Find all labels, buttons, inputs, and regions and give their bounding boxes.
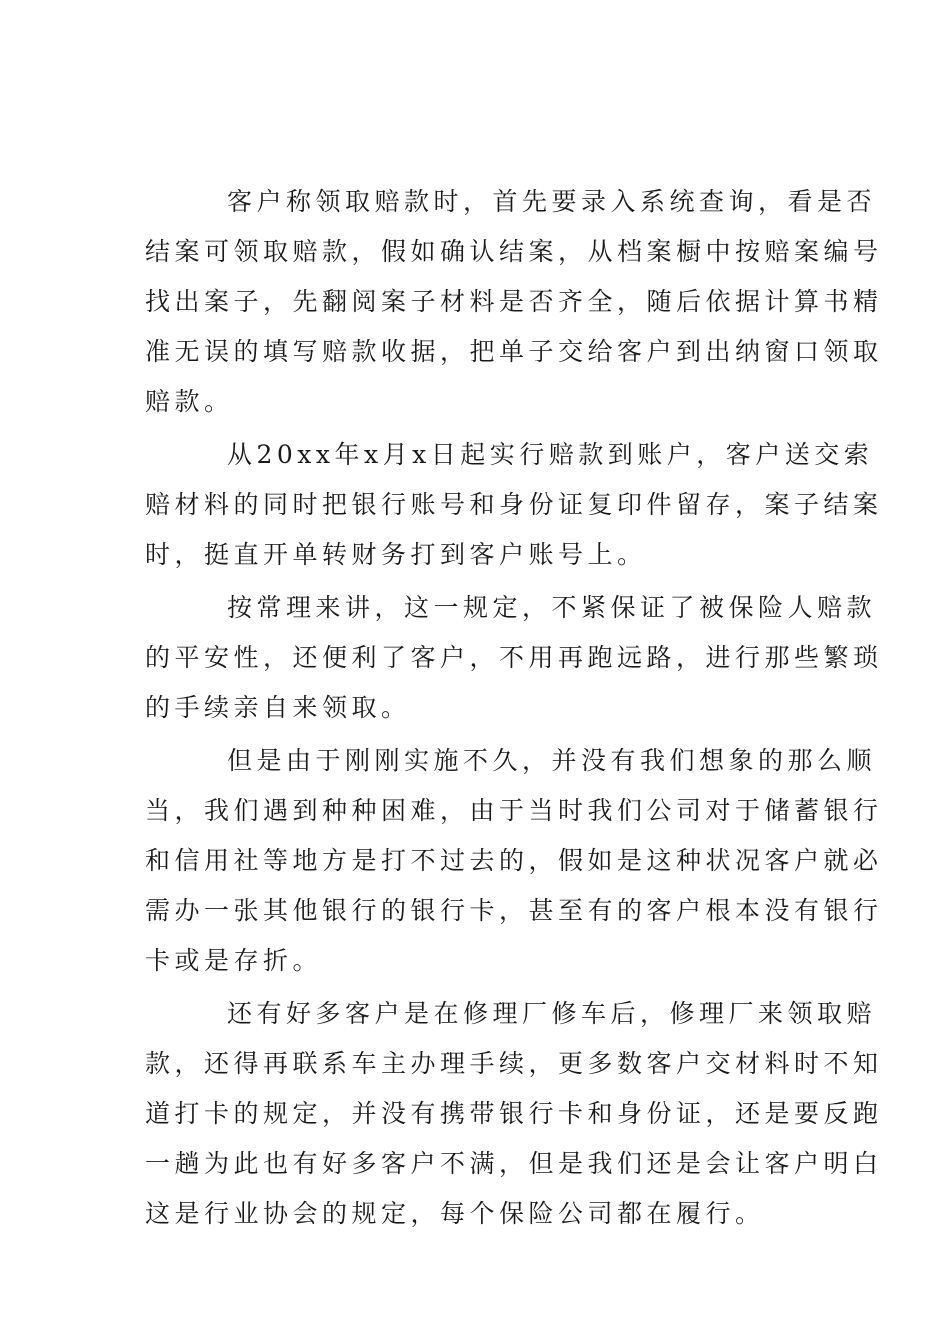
paragraph-3 (145, 583, 883, 733)
paragraph-line: 道打卡的规定，并没有携带银行卡和身份证，还是要反跑 (145, 1099, 883, 1128)
paragraph-line: 和信用社等地方是打不过去的，假如是这种状况客户就必 (145, 846, 883, 875)
paragraph-1 (145, 177, 883, 427)
paragraph-line: 但是由于刚刚实施不久，并没有我们想象的那么顺 (227, 746, 877, 775)
paragraph-line: 赔材料的同时把银行账号和身份证复印件留存，案子结案 (145, 490, 883, 519)
paragraph-line: 准无误的填写赔款收据，把单子交给客户到出纳窗口领取 (145, 337, 883, 366)
paragraph-line: 需办一张其他银行的银行卡，甚至有的客户根本没有银行 (145, 896, 883, 925)
paragraph-line: 这是行业协会的规定，每个保险公司都在履行。 (145, 1199, 765, 1228)
paragraph-line: 时，挺直开单转财务打到客户账号上。 (145, 540, 647, 569)
paragraph-line: 当，我们遇到种种困难，由于当时我们公司对于储蓄银行 (145, 796, 883, 825)
paragraph-4 (145, 736, 883, 986)
paragraph-line: 按常理来讲，这一规定，不紧保证了被保险人赔款 (227, 593, 877, 622)
paragraph-line: 卡或是存折。 (145, 946, 323, 975)
paragraph-line: 的平安性，还便利了客户，不用再跑远路，进行那些繁琐 (145, 643, 883, 672)
paragraph-line: 结案可领取赔款，假如确认结案，从档案橱中按赔案编号 (145, 237, 883, 266)
paragraph-line: 还有好多客户是在修理厂修车后，修理厂来领取赔 (227, 999, 877, 1028)
paragraph-line: 找出案子，先翻阅案子材料是否齐全，随后依据计算书精 (145, 287, 883, 316)
paragraph-line: 款，还得再联系车主办理手续，更多数客户交材料时不知 (145, 1049, 883, 1078)
paragraph-line: 客户称领取赔款时，首先要录入系统查询，看是否 (227, 187, 877, 216)
paragraph-line: 的手续亲自来领取。 (145, 693, 411, 722)
document-body (145, 177, 883, 1242)
paragraph-line: 赔款。 (145, 387, 234, 416)
paragraph-line: 从20xx年x月x日起实行赔款到账户，客户送交索 (227, 440, 874, 469)
paragraph-5 (145, 989, 883, 1239)
paragraph-line: 一趟为此也有好多客户不满，但是我们还是会让客户明白 (145, 1149, 883, 1178)
paragraph-2 (145, 430, 883, 580)
